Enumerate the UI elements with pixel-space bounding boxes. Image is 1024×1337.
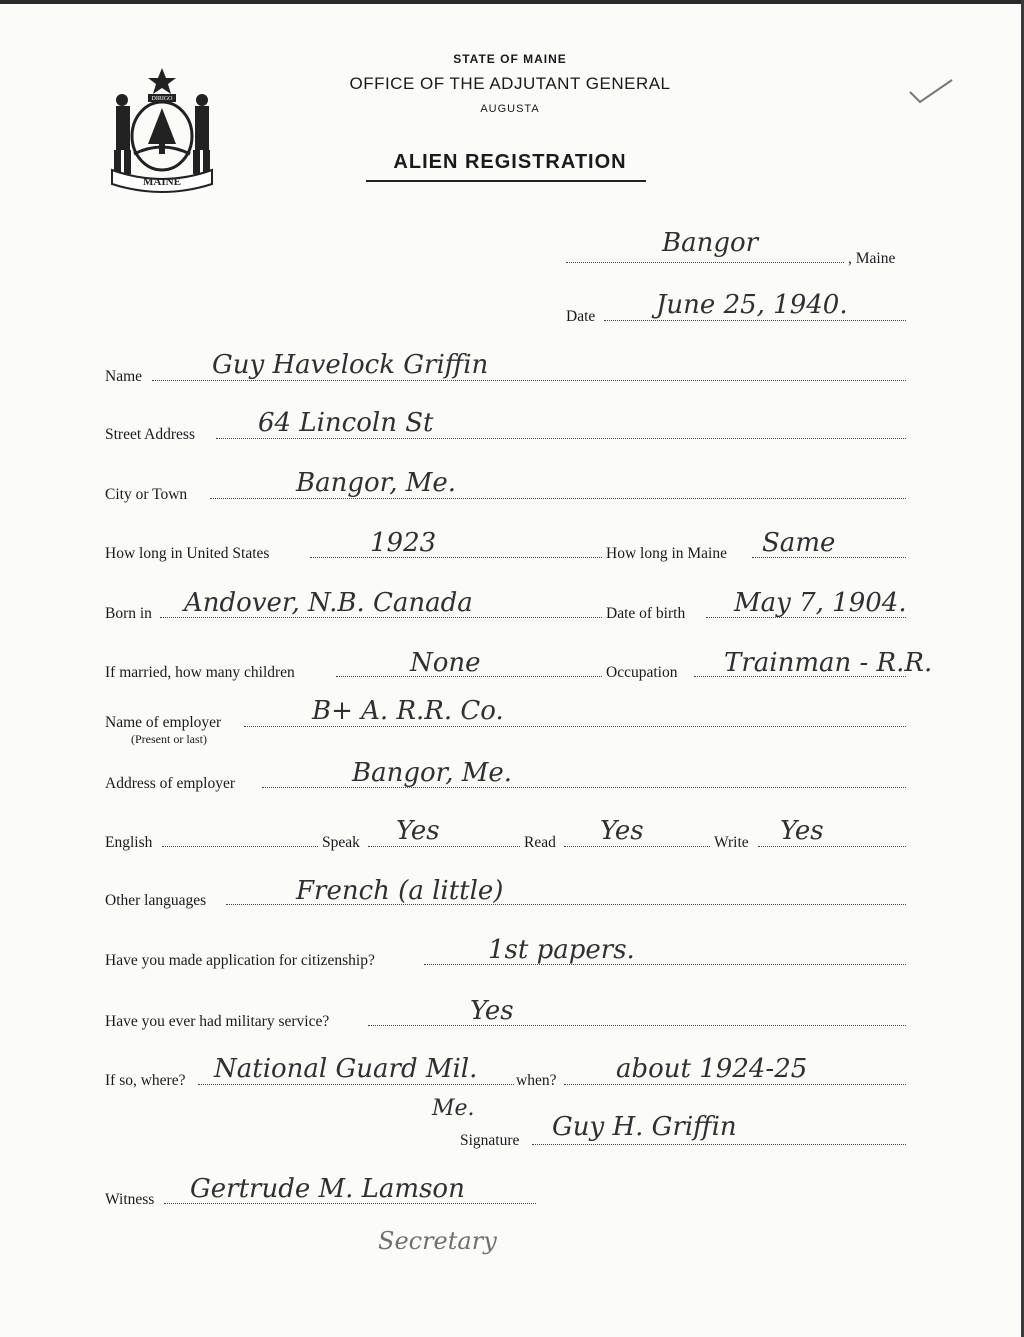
maine-label: How long in Maine xyxy=(606,545,727,562)
speak-line xyxy=(368,846,520,847)
read-line xyxy=(564,846,710,847)
name-line xyxy=(152,380,906,381)
city-label: City or Town xyxy=(105,486,188,503)
employer-line xyxy=(244,726,906,727)
military-value: Yes xyxy=(470,996,514,1026)
place-suffix: , Maine xyxy=(848,250,896,267)
maine-seal-icon xyxy=(104,64,220,194)
scan-edge xyxy=(0,0,1024,4)
title-underline xyxy=(366,180,646,182)
read-label: Read xyxy=(524,834,556,851)
military-label: Have you ever had military service? xyxy=(105,1013,330,1030)
born-value: Andover, N.B. Canada xyxy=(184,588,473,618)
us-value: 1923 xyxy=(370,528,437,558)
english-line xyxy=(162,846,318,847)
date-label: Date xyxy=(566,308,596,325)
occupation-value: Trainman - R.R. xyxy=(724,648,933,678)
name-value: Guy Havelock Griffin xyxy=(212,350,489,380)
when-label: when? xyxy=(516,1072,557,1089)
state-heading: STATE OF MAINE xyxy=(453,52,567,66)
citizenship-label: Have you made application for citizenship? xyxy=(105,952,375,969)
signature-label: Signature xyxy=(460,1132,520,1149)
witness-title: Secretary xyxy=(378,1227,497,1255)
speak-label: Speak xyxy=(322,834,360,851)
citizenship-value: 1st papers. xyxy=(488,935,635,965)
emp-address-value: Bangor, Me. xyxy=(352,758,513,788)
city-line xyxy=(210,498,906,499)
office-heading: OFFICE OF THE ADJUTANT GENERAL xyxy=(349,74,671,93)
employer-label: Name of employer xyxy=(105,714,222,731)
other-lang-label: Other languages xyxy=(105,892,207,909)
write-label: Write xyxy=(714,834,749,851)
when-line xyxy=(564,1084,906,1085)
page-title: ALIEN REGISTRATION xyxy=(393,151,627,173)
check-mark-icon xyxy=(906,76,956,106)
date-line xyxy=(604,320,906,321)
name-label: Name xyxy=(105,368,143,385)
where-value-line2: Me. xyxy=(432,1096,475,1121)
street-label: Street Address xyxy=(105,426,195,443)
witness-label: Witness xyxy=(105,1191,155,1208)
street-line xyxy=(216,438,906,439)
write-line xyxy=(758,846,906,847)
where-label: If so, where? xyxy=(105,1072,186,1089)
maine-value: Same xyxy=(762,528,836,558)
other-lang-value: French (a little) xyxy=(296,876,504,906)
city-value: Bangor, Me. xyxy=(296,468,457,498)
where-value: National Guard Mil. xyxy=(214,1054,478,1084)
street-value: 64 Lincoln St xyxy=(258,408,434,438)
place-value: Bangor xyxy=(662,228,759,258)
place-line xyxy=(566,262,844,263)
witness-value: Gertrude M. Lamson xyxy=(190,1174,465,1204)
write-value: Yes xyxy=(780,816,824,846)
us-label: How long in United States xyxy=(105,545,270,562)
employer-value: B+ A. R.R. Co. xyxy=(312,696,504,726)
speak-value: Yes xyxy=(396,816,440,846)
us-line xyxy=(310,557,602,558)
occupation-label: Occupation xyxy=(606,664,678,681)
svg-text:MAINE: MAINE xyxy=(143,176,181,188)
english-label: English xyxy=(105,834,153,851)
signature-line xyxy=(532,1144,906,1145)
children-label: If married, how many children xyxy=(105,664,295,681)
dob-value: May 7, 1904. xyxy=(734,588,907,618)
date-value: June 25, 1940. xyxy=(656,290,848,320)
emp-address-label: Address of employer xyxy=(105,775,235,792)
svg-text:DIRIGO: DIRIGO xyxy=(151,96,173,102)
employer-sublabel: (Present or last) xyxy=(131,732,207,746)
city-heading: AUGUSTA xyxy=(480,103,540,115)
read-value: Yes xyxy=(600,816,644,846)
born-label: Born in xyxy=(105,605,152,622)
signature-value: Guy H. Griffin xyxy=(552,1112,737,1142)
children-value: None xyxy=(410,648,481,678)
when-value: about 1924-25 xyxy=(616,1054,808,1084)
where-line xyxy=(198,1084,514,1085)
military-line xyxy=(368,1025,906,1026)
dob-label: Date of birth xyxy=(606,605,686,622)
